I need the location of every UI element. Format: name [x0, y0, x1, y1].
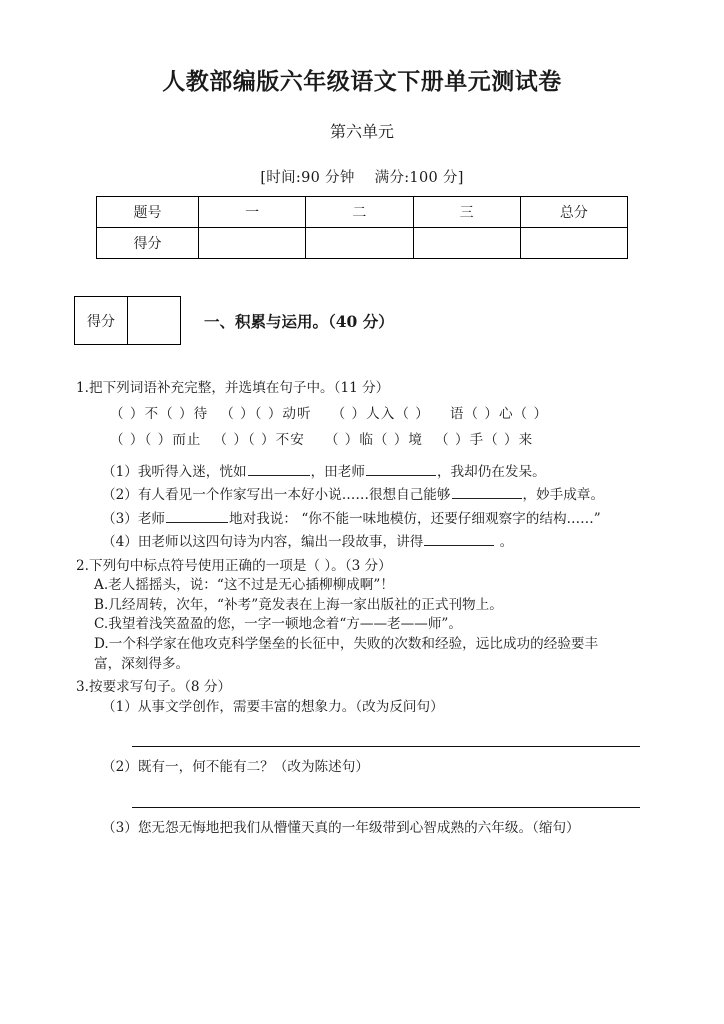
question-2-option-d[interactable]: D.一个科学家在他攻克科学堡垒的长征中，失败的次数和经验，远比成功的经验要丰	[94, 635, 599, 652]
q1-s4-text-a: （4）田老师以这四句诗为内容，编出一段故事，讲得	[102, 534, 424, 550]
score-table-col-3: 三	[413, 197, 520, 228]
q1-s1-text-a: （1）我听得入迷，恍如	[102, 463, 247, 480]
score-table-col-1: 一	[199, 197, 306, 228]
q1-s2-blank-1[interactable]	[452, 485, 522, 499]
q1-s2-text-a: （2）有人看见一个作家写出一本好小说……很想自己能够	[102, 487, 451, 503]
score-cell-3[interactable]	[413, 228, 520, 259]
q1-s2-text-b: ，妙手成章。	[522, 487, 605, 503]
table-row	[97, 228, 628, 259]
question-3-sub-1: （1）从事文学创作，需要丰富的想象力。（改为反问句）	[102, 698, 444, 715]
questions-container	[76, 382, 648, 842]
section-score-value[interactable]	[128, 297, 180, 344]
section-one-header	[74, 296, 394, 345]
idiom-2-3: （ ）临（ ）境	[324, 431, 424, 448]
idiom-1-2: （ ）（ ）动听	[220, 405, 312, 422]
section-score-label: 得分	[75, 297, 128, 344]
idiom-1-3: （ ）人入（ ）	[331, 405, 430, 422]
score-table-header-label: 题号	[97, 197, 199, 228]
question-1-idiom-row-1	[76, 402, 648, 428]
q1-s1-text-b: ，田老师	[310, 463, 365, 480]
question-3-sub-2: （2）既有一，何不能有二？（改为陈述句）	[102, 759, 369, 776]
idiom-1-1: （ ）不（ ）待	[110, 405, 209, 422]
question-1-idiom-row-2	[76, 428, 648, 454]
question-2-prompt: 2.下列句中标点符号使用正确的一项是（ ）。（3 分）	[76, 557, 392, 574]
score-table-wrapper	[96, 196, 628, 259]
exam-time: [时间:90 分钟	[260, 169, 355, 186]
score-table-score-label: 得分	[97, 228, 199, 259]
q1-s1-blank-2[interactable]	[366, 462, 436, 476]
question-3-prompt: 3.按要求写句子。（8 分）	[76, 679, 232, 696]
score-cell-1[interactable]	[199, 228, 306, 259]
q1-s1-blank-1[interactable]	[248, 462, 310, 476]
question-2-option-b[interactable]: B.几经周转，次年，“补考”竟发表在上海一家出版社的正式刊物上。	[94, 596, 503, 613]
question-1-sub-4	[76, 532, 648, 556]
q1-s3-blank-1[interactable]	[166, 509, 228, 523]
idiom-2-4: （ ）手（ ）来	[435, 431, 534, 448]
question-2-option-c[interactable]: C.我望着浅笑盈盈的您，一字一顿地念着“方——老——师”。	[94, 616, 462, 633]
question-1-prompt: 1.把下列词语补充完整，并选填在句子中。（11 分）	[76, 380, 390, 396]
question-2-option-d-continued: 富，深刻得多。	[94, 655, 190, 672]
table-row	[97, 197, 628, 228]
score-table	[96, 196, 628, 259]
idiom-2-2: （ ）（ ）不安	[213, 431, 305, 448]
page-subtitle: 第六单元	[329, 121, 394, 141]
q1-s4-text-b: 。	[495, 534, 514, 550]
idiom-2-1: （ ）（ ）而止	[110, 431, 202, 448]
q1-s3-text-b: 地对我说： “你不能一味地模仿，还要仔细观察字的结构……”	[229, 510, 601, 527]
question-1-sub-3	[76, 509, 648, 533]
q1-s4-blank-1[interactable]	[424, 532, 494, 546]
question-2-option-a[interactable]: A.老人摇摇头，说：“这不过是无心插柳柳成啊”！	[94, 577, 394, 594]
score-cell-2[interactable]	[306, 228, 413, 259]
question-1-sub-2	[76, 485, 648, 509]
question-1-sub-1	[76, 462, 648, 486]
section-one-title: 一、积累与运用。（40 分）	[204, 311, 394, 331]
score-cell-total[interactable]	[520, 228, 627, 259]
q1-s3-text-a: （3）老师	[102, 510, 166, 527]
q1-s1-text-c: ，我却仍在发呆。	[436, 463, 546, 480]
idiom-1-4: 语（ ）心（ ）	[449, 405, 549, 422]
page-title: 人教部编版六年级语文下册单元测试卷	[162, 69, 562, 95]
score-table-col-total: 总分	[520, 197, 627, 228]
exam-total-score: 满分:100 分]	[374, 169, 464, 186]
exam-meta	[0, 142, 724, 187]
question-3-sub-3: （3）您无怨无悔地把我们从懵懂天真的一年级带到心智成熟的六年级。（缩句）	[102, 819, 580, 836]
section-score-box	[74, 296, 181, 345]
score-table-col-2: 二	[306, 197, 413, 228]
